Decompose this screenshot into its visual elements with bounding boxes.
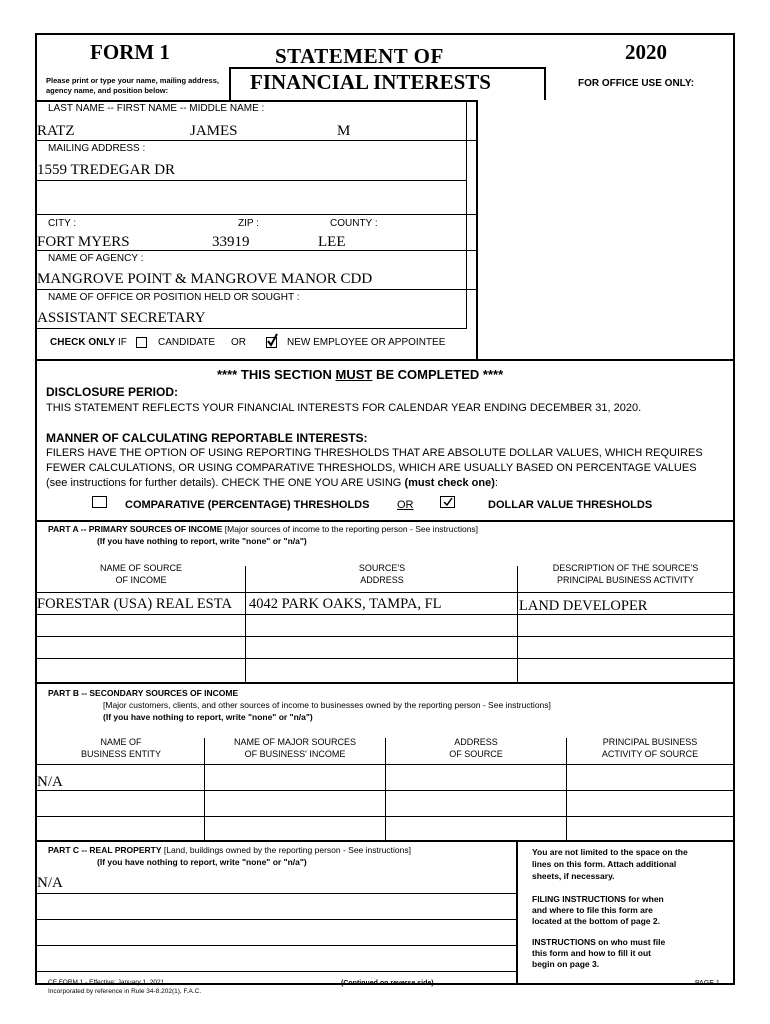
office-label: NAME OF OFFICE OR POSITION HELD OR SOUGHT : xyxy=(48,292,300,303)
title-line-2: FINANCIAL INTERESTS xyxy=(250,70,491,94)
zip-label: ZIP : xyxy=(238,218,259,229)
check-only-label: CHECK ONLY xyxy=(50,337,116,348)
part-a-row1-activity[interactable]: LAND DEVELOPER xyxy=(519,598,648,614)
part-b-row1-entity[interactable]: N/A xyxy=(37,774,63,790)
manner-text: FILERS HAVE THE OPTION OF USING REPORTING THRESHOLDS THAT ARE ABSOLUTE DOLLAR VALUES, WHICH REQUIRES FEWER CALCULATIONS, OR USING COMPARATIVE THRESHOLDS, WHICH ARE USUALLY BASED ON PERCENTAGE VALUES (see instructions for further details). CHECK THE ONE YOU ARE USING (must check one): xyxy=(46,447,703,489)
dollar-value-label: DOLLAR VALUE THRESHOLDS xyxy=(488,499,653,511)
part-a-row1-address[interactable]: 4042 PARK OAKS, TAMPA, FL xyxy=(249,596,442,612)
comparative-label: COMPARATIVE (PERCENTAGE) THRESHOLDS xyxy=(125,499,370,511)
print-instruction: Please print or type your name, mailing address, agency name, and position below: xyxy=(46,76,219,95)
candidate-checkbox[interactable] xyxy=(136,337,147,348)
mailing-address-field[interactable]: 1559 TREDEGAR DR xyxy=(37,162,176,178)
agency-label: NAME OF AGENCY : xyxy=(48,253,144,264)
disclosure-period-text: THIS STATEMENT REFLECTS YOUR FINANCIAL INTERESTS FOR CALENDAR YEAR ENDING DECEMBER 31, 2020. xyxy=(46,402,642,414)
must-complete-banner: **** THIS SECTION MUST BE COMPLETED **** xyxy=(217,367,504,382)
part-a-row1-name[interactable]: FORESTAR (USA) REAL ESTA xyxy=(37,596,232,612)
city-label: CITY : xyxy=(48,218,77,229)
part-b-note: (If you have nothing to report, write "none" or "n/a") xyxy=(103,712,313,722)
part-a-col-name-header: NAME OF SOURCE OF INCOME xyxy=(99,563,182,585)
form-year: 2020 xyxy=(625,40,667,64)
new-employee-checkbox[interactable] xyxy=(266,337,277,348)
disclosure-period-heading: DISCLOSURE PERIOD: xyxy=(46,385,179,399)
part-a-note: (If you have nothing to report, write "none" or "n/a") xyxy=(97,536,307,546)
name-label: LAST NAME -- FIRST NAME -- MIDDLE NAME : xyxy=(48,103,265,114)
form-id: FORM 1 xyxy=(90,40,170,64)
filing-instructions-note: FILING INSTRUCTIONS for when and where to file this form are located at the bottom of page 2. xyxy=(532,894,664,926)
part-b-col-sources-header: NAME OF MAJOR SOURCES OF BUSINESS' INCOME xyxy=(233,737,356,759)
part-b-col-address-header: ADDRESS OF SOURCE xyxy=(449,737,503,759)
page-number: PAGE 1 xyxy=(695,980,720,987)
middle-name-field[interactable]: M xyxy=(337,123,351,139)
first-name-field[interactable]: JAMES xyxy=(190,123,238,139)
last-name-field[interactable]: RATZ xyxy=(37,123,75,139)
part-a-col-activity-header: DESCRIPTION OF THE SOURCE'S PRINCIPAL BUSINESS ACTIVITY xyxy=(552,563,699,585)
part-c-row1[interactable]: N/A xyxy=(37,875,63,891)
title-line-1: STATEMENT OF xyxy=(275,44,444,68)
part-a-col-address-header: SOURCE'S ADDRESS xyxy=(358,563,406,585)
checkmark-icon xyxy=(266,333,278,347)
part-b-desc: [Major customers, clients, and other sources of income to businesses owned by the reporting person - See instructions] xyxy=(103,700,551,710)
part-b-title: PART B -- SECONDARY SOURCES OF INCOME xyxy=(48,688,239,698)
new-employee-label: NEW EMPLOYEE OR APPOINTEE xyxy=(287,337,446,348)
or-label: OR xyxy=(231,337,246,348)
comparative-checkbox[interactable] xyxy=(92,496,107,508)
attach-sheets-note: You are not limited to the space on the lines on this form. Attach additional sheets, if necessary. xyxy=(532,847,688,881)
office-field[interactable]: ASSISTANT SECRETARY xyxy=(37,310,206,326)
mailing-address-label: MAILING ADDRESS : xyxy=(48,143,146,154)
part-b-col-activity-header: PRINCIPAL BUSINESS ACTIVITY OF SOURCE xyxy=(601,737,699,759)
threshold-or-label: OR xyxy=(397,499,414,511)
form-effective-note: CE FORM 1 - Effective: January 1, 2021 Incorporated by reference in Rule 34-8.202(1), F.A.C. xyxy=(48,979,202,995)
agency-field[interactable]: MANGROVE POINT & MANGROVE MANOR CDD xyxy=(37,271,373,287)
part-c-title: PART C -- REAL PROPERTY [Land, buildings owned by the reporting person - See instructions] xyxy=(48,845,411,855)
county-label: COUNTY : xyxy=(330,218,378,229)
city-field[interactable]: FORT MYERS xyxy=(37,234,130,250)
manner-heading: MANNER OF CALCULATING REPORTABLE INTERESTS: xyxy=(46,431,368,445)
zip-field[interactable]: 33919 xyxy=(212,234,250,250)
county-field[interactable]: LEE xyxy=(318,234,346,250)
checkmark-icon xyxy=(441,497,454,507)
part-b-col-entity-header: NAME OF BUSINESS ENTITY xyxy=(80,737,161,759)
candidate-label: CANDIDATE xyxy=(158,337,216,348)
part-c-note: (If you have nothing to report, write "none" or "n/a") xyxy=(97,857,307,867)
office-use-label: FOR OFFICE USE ONLY: xyxy=(578,78,695,89)
part-a-title: PART A -- PRIMARY SOURCES OF INCOME [Major sources of income to the reporting person - See instructions] xyxy=(48,524,479,534)
dollar-value-checkbox[interactable] xyxy=(440,496,455,508)
continued-note: (Continued on reverse side) xyxy=(341,980,434,987)
who-must-file-note: INSTRUCTIONS on who must file this form and how to fill it out begin on page 3. xyxy=(532,937,666,969)
if-label: IF xyxy=(118,337,127,348)
